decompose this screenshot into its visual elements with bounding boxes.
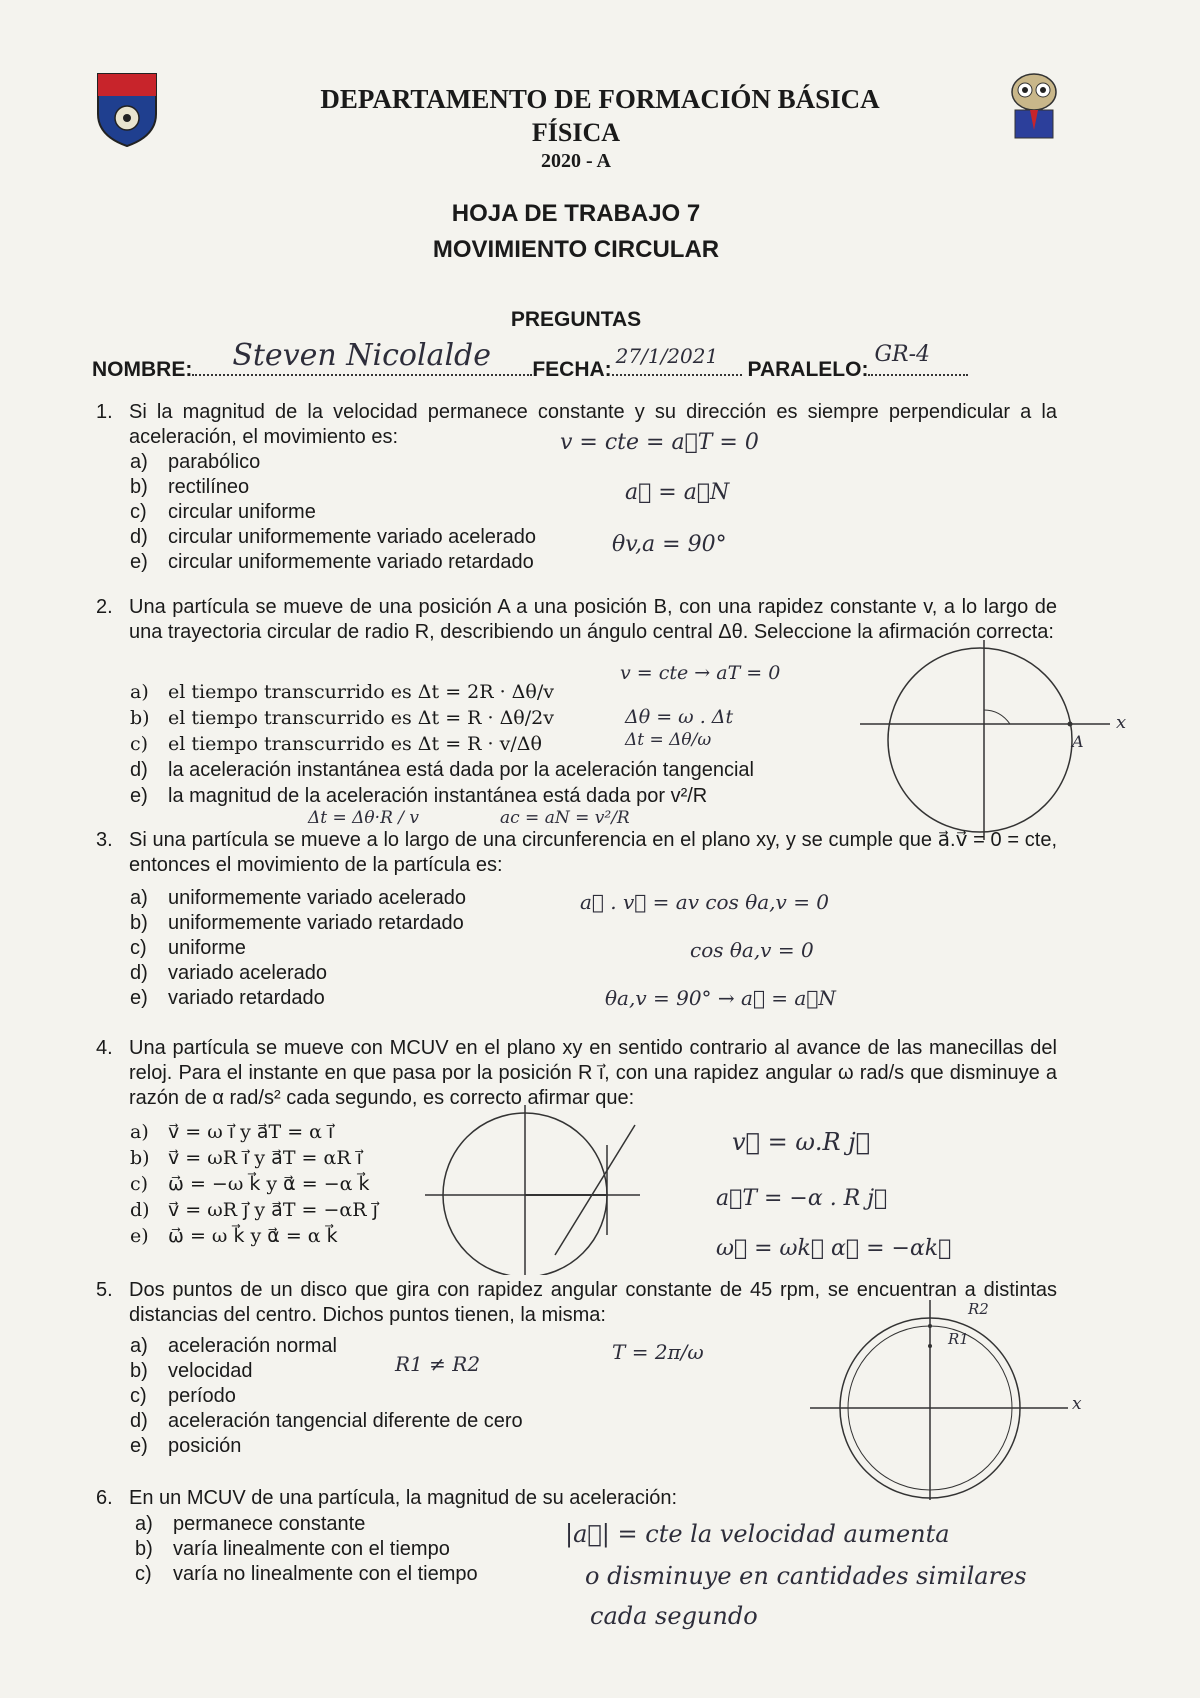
subject-title: FÍSICA: [531, 118, 621, 147]
q2-note-1: v = cte → aT = 0: [620, 662, 781, 684]
q2-note-3: Δt = Δθ/ω: [625, 730, 712, 750]
q6-option-a: a) permanece constante: [135, 1513, 366, 1535]
department-title: DEPARTAMENTO DE FORMACIÓN BÁSICA: [320, 84, 880, 114]
question-3-text: Si una partícula se mueve a lo largo de una circunferencia en el plano xy, y se cumple que a⃗.v⃗ = 0 = cte, entonces el movimiento de la partícula es:: [129, 829, 1057, 876]
q5-option-e: e) posición: [130, 1435, 242, 1457]
question-6-text: En un MCUV de una partícula, la magnitud de su aceleración:: [129, 1487, 678, 1509]
q2-circle-sketch: [860, 640, 1140, 840]
date-label: FECHA:: [532, 358, 612, 381]
group-label: PARALELO:: [747, 358, 869, 381]
name-value: Steven Nicolalde: [232, 338, 491, 373]
q1-option-d: d) circular uniformemente variado acelerado: [130, 526, 536, 548]
q2-x-axis-label: x: [1116, 712, 1127, 733]
q4-option-b: b) v⃗ = ωR i⃗ y a⃗T = αR i⃗: [130, 1147, 362, 1169]
q2-option-a: a) el tiempo transcurrido es Δt = 2R · Δθ/v: [130, 681, 554, 703]
q3-option-b: b) uniformemente variado retardado: [130, 912, 464, 934]
question-5-text: Dos puntos de un disco que gira con rapidez angular constante de 45 rpm, se encuentran a distintas distancias del centro. Dichos puntos tienen, la misma:: [129, 1279, 1057, 1326]
q1-option-e: e) circular uniformemente variado retardado: [130, 551, 534, 573]
q5-note-1: R1 ≠ R2: [395, 1352, 481, 1376]
q5-r1-label: R1: [948, 1330, 969, 1348]
q3-note-3: θa,v = 90° → a⃗ = a⃗N: [605, 986, 836, 1010]
worksheet-title: HOJA DE TRABAJO 7: [451, 200, 701, 227]
q4-option-c: c) ω⃗ = −ω k⃗ y α⃗ = −α k⃗: [130, 1173, 370, 1195]
q6-note-line-2: o disminuye en cantidades similares: [585, 1562, 1027, 1590]
q1-note-1: v = cte = a⃗T = 0: [560, 430, 759, 455]
q3-note-1: a⃗ . v⃗ = av cos θa,v = 0: [580, 890, 830, 914]
q2-note-2: Δθ = ω . Δt: [625, 706, 734, 728]
q5-x-axis-label: x: [1072, 1394, 1082, 1414]
q1-option-b: b) rectilíneo: [130, 476, 250, 498]
term-label: 2020 - A: [541, 150, 611, 172]
q4-circle-sketch: [425, 1105, 655, 1275]
q2-note-4: Δt = Δθ·R / v: [308, 808, 420, 828]
q4-option-a: a) v⃗ = ω i⃗ y a⃗T = α i⃗: [130, 1121, 334, 1143]
q5-option-b: b) velocidad: [130, 1360, 253, 1382]
q5-disc-sketch: [810, 1290, 1090, 1500]
student-info-line: [92, 338, 968, 382]
q3-option-a: a) uniformemente variado acelerado: [130, 887, 466, 909]
q4-note-3: ω⃗ = ωk⃗ α⃗ = −αk⃗: [716, 1236, 952, 1261]
q2-option-e: e) la magnitud de la aceleración instantánea está dada por v²/R: [130, 785, 708, 807]
group-value: GR-4: [874, 342, 931, 367]
q6-note-line-3: cada segundo: [590, 1602, 758, 1630]
name-label: NOMBRE:: [92, 358, 193, 381]
q2-option-c: c) el tiempo transcurrido es Δt = R · v/Δθ: [130, 733, 542, 755]
q2-point-a-label: A: [1072, 732, 1084, 751]
q3-option-d: d) variado acelerado: [130, 962, 327, 984]
q3-option-e: e) variado retardado: [130, 987, 325, 1009]
topic-title: MOVIMIENTO CIRCULAR: [432, 236, 720, 263]
q4-note-2: a⃗T = −α . R j⃗: [716, 1186, 888, 1211]
q1-option-c: c) circular uniforme: [130, 501, 316, 523]
q5-option-a: a) aceleración normal: [130, 1335, 337, 1357]
q2-option-b: b) el tiempo transcurrido es Δt = R · Δθ/2v: [130, 707, 554, 729]
q2-option-d: d) la aceleración instantánea está dada por la aceleración tangencial: [130, 759, 754, 781]
q1-option-a: a) parabólico: [130, 451, 261, 473]
q6-note-line-1: |a⃗| = cte la velocidad aumenta: [565, 1520, 950, 1548]
q4-note-1: v⃗ = ω.R j⃗: [732, 1128, 871, 1156]
q3-note-2: cos θa,v = 0: [690, 938, 814, 962]
q1-note-2: a⃗ = a⃗N: [625, 480, 730, 505]
question-4-text: Una partícula se mueve con MCUV en el plano xy en sentido contrario al avance de las manecillas del reloj. Para el instante en que pasa por la posición R i⃗, con una rapidez angular ω rad/s que disminuye a razón de α rad/s² cada segundo, es correcto afirmar que:: [129, 1037, 1057, 1109]
q3-option-c: c) uniforme: [130, 937, 246, 959]
question-2-text: Una partícula se mueve de una posición A a una posición B, con una rapidez constante v, a lo largo de una trayectoria circular de radio R, describiendo un ángulo central Δθ. Seleccione la afirmación correcta:: [129, 596, 1057, 643]
date-value: 27/1/2021: [615, 344, 719, 368]
q6-option-c: c) varía no linealmente con el tiempo: [135, 1563, 478, 1585]
q1-note-3: θv,a = 90°: [612, 532, 727, 557]
q6-option-b: b) varía linealmente con el tiempo: [135, 1538, 450, 1560]
section-title: PREGUNTAS: [510, 308, 642, 331]
q5-option-d: d) aceleración tangencial diferente de cero: [130, 1410, 523, 1432]
q2-note-5: ac = aN = v²/R: [500, 808, 630, 828]
q4-option-d: d) v⃗ = ωR j⃗ y a⃗T = −αR j⃗: [130, 1199, 378, 1221]
q4-option-e: e) ω⃗ = ω k⃗ y α⃗ = α k⃗: [130, 1225, 338, 1247]
q5-r2-label: R2: [968, 1300, 989, 1318]
q5-note-2: T = 2π/ω: [612, 1340, 704, 1364]
q5-option-c: c) período: [130, 1385, 236, 1407]
question-1-text: Si la magnitud de la velocidad permanece constante y su dirección es siempre perpendicular a la aceleración, el movimiento es:: [129, 401, 1057, 448]
